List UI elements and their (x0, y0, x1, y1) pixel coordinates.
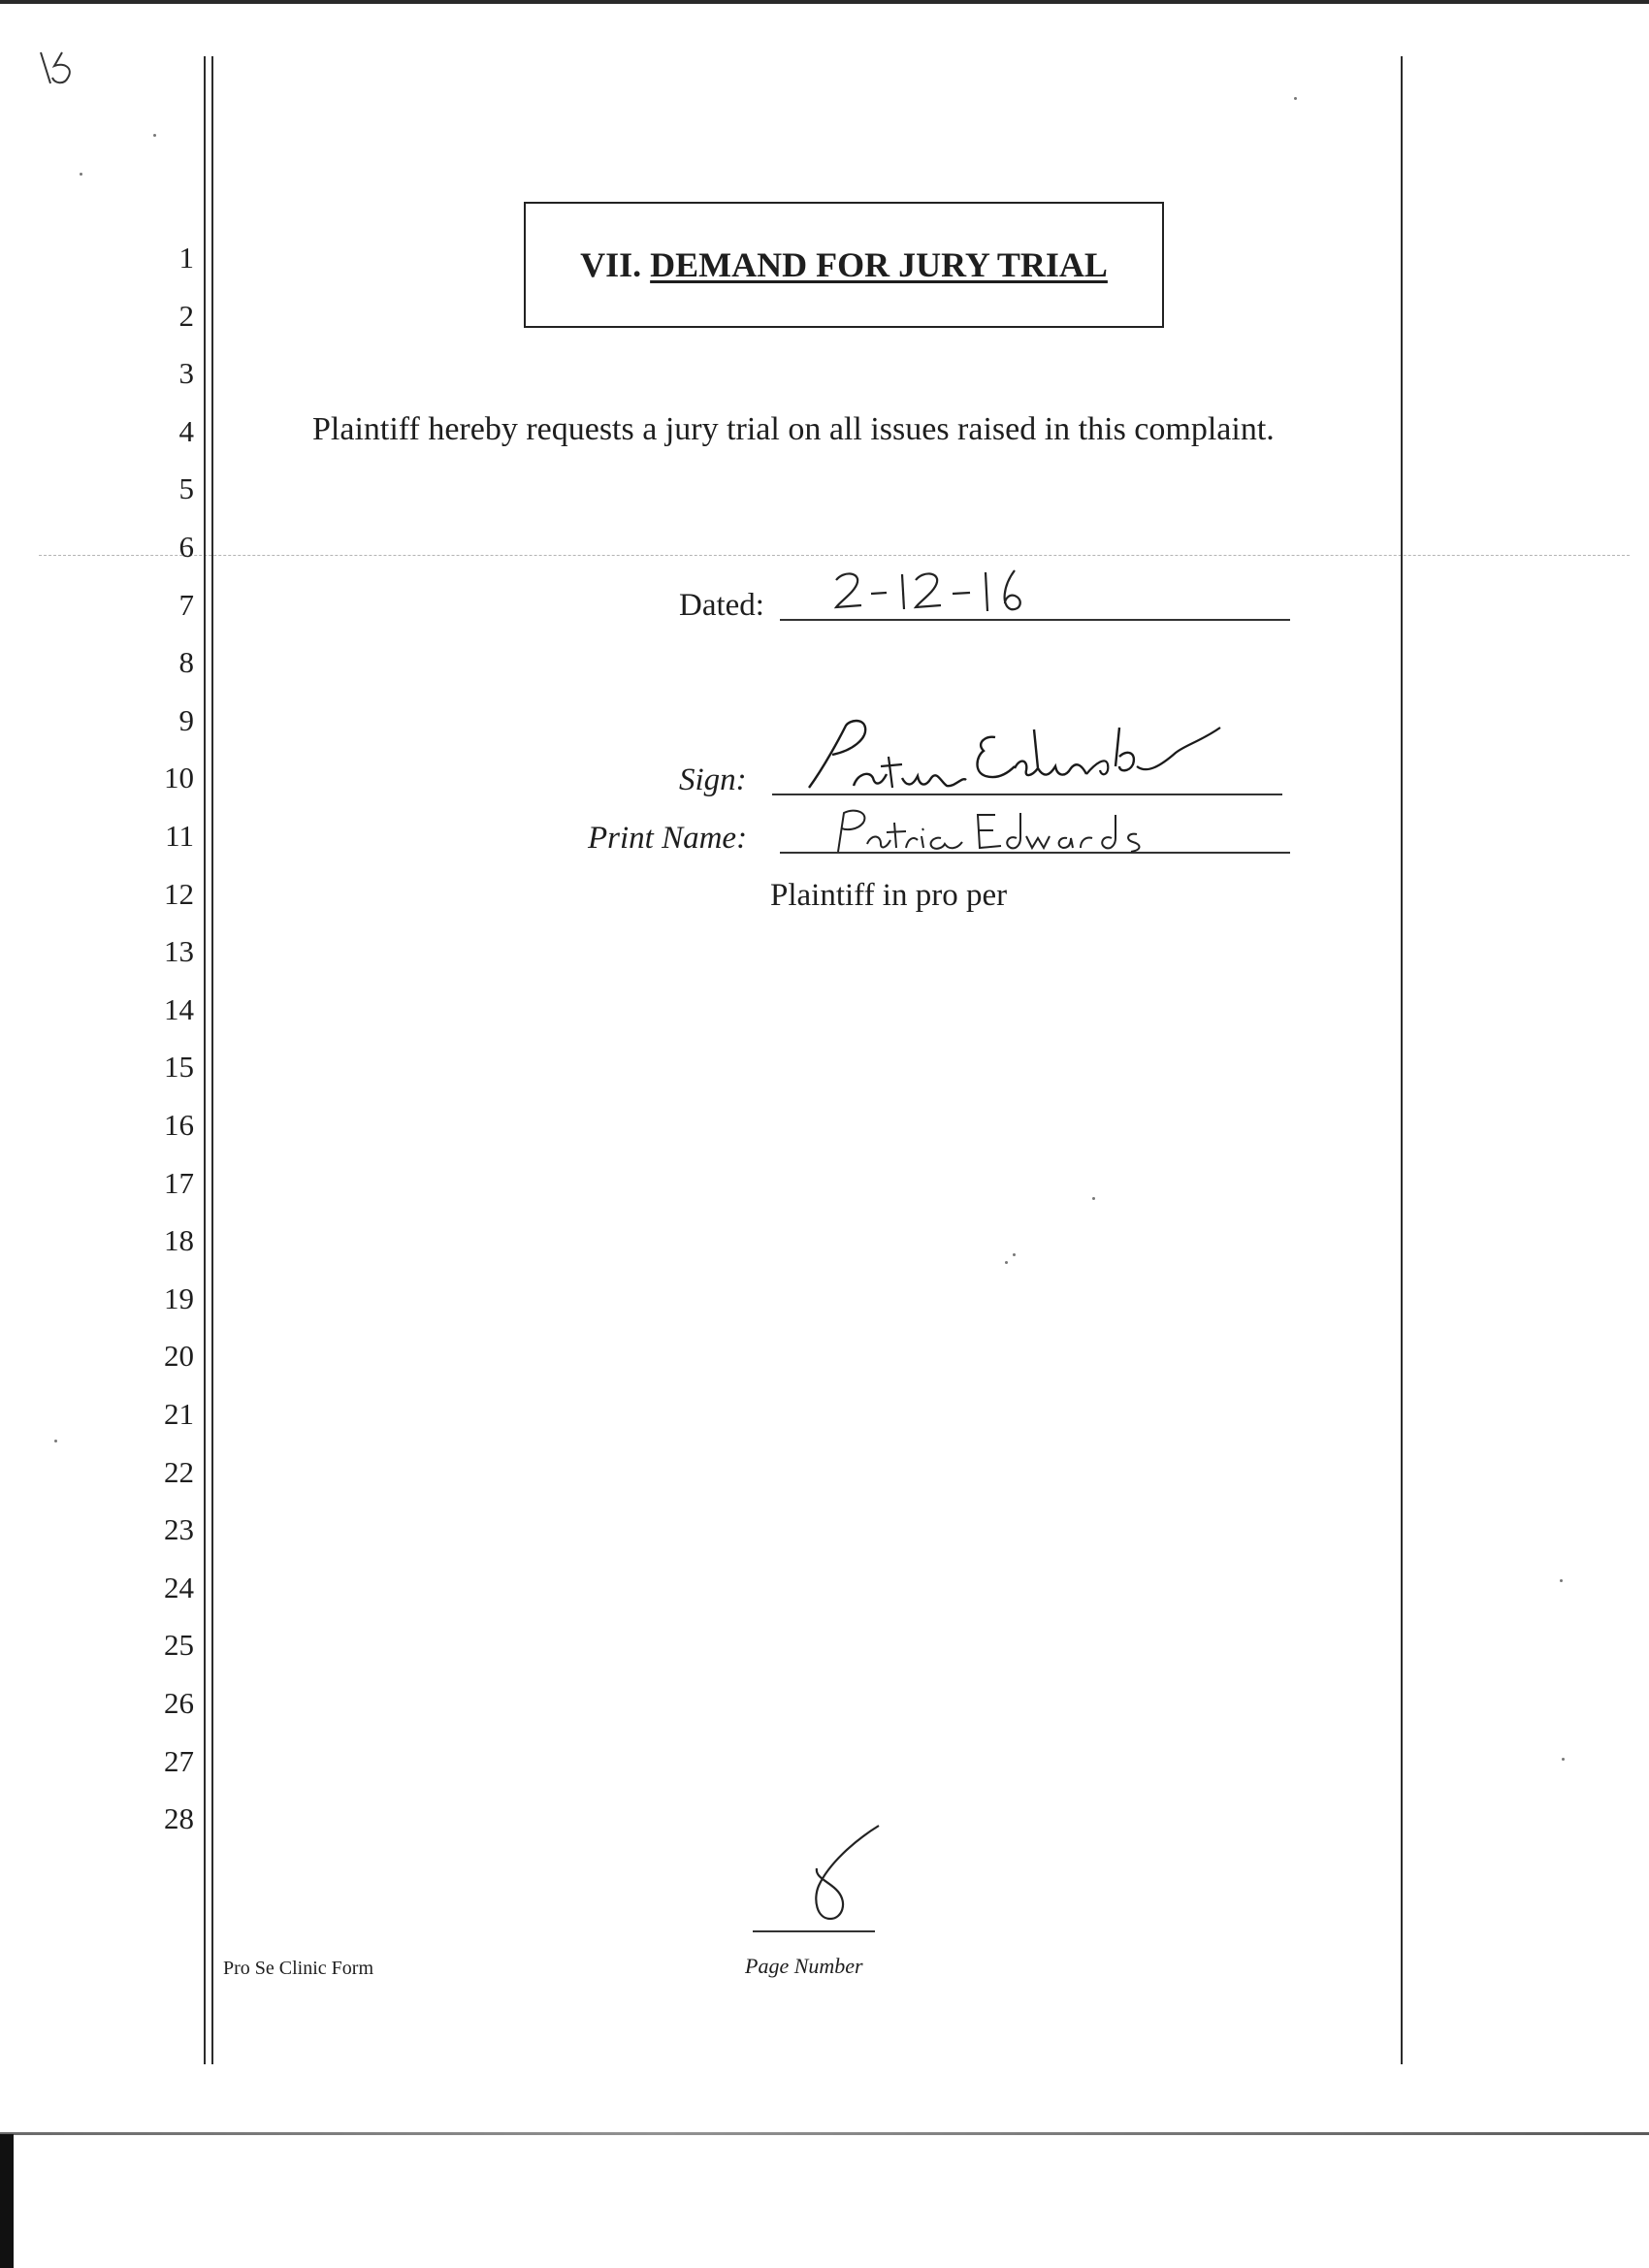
line-number: 17 (164, 1165, 194, 1200)
line-number: 22 (164, 1454, 194, 1489)
right-margin-rule (1401, 56, 1403, 2064)
line-number: 28 (164, 1801, 194, 1836)
line-number: 8 (178, 645, 194, 680)
line-number: 20 (164, 1339, 194, 1374)
section-heading (580, 244, 1108, 285)
line-number: 12 (164, 876, 194, 911)
line-number: 23 (164, 1512, 194, 1547)
print-name-label: Print Name: (588, 821, 748, 856)
line-number: 26 (164, 1686, 194, 1720)
line-number: 14 (164, 991, 194, 1026)
section-title: DEMAND FOR JURY TRIAL (650, 245, 1108, 284)
line-number: 1 (178, 241, 194, 275)
page-number-handwritten-value (795, 1822, 883, 1933)
scan-edge-top (0, 0, 1649, 4)
scan-speck (80, 173, 82, 176)
line-number: 4 (178, 413, 194, 448)
line-number: 16 (164, 1108, 194, 1142)
left-margin-rule-inner (211, 56, 213, 2064)
line-number: 5 (178, 471, 194, 506)
line-number: 18 (164, 1223, 194, 1258)
dated-label: Dated: (679, 588, 764, 623)
scan-speck (1092, 1197, 1095, 1200)
scan-speck (1013, 1253, 1016, 1256)
line-number: 27 (164, 1743, 194, 1778)
handwritten-margin-mark (33, 45, 91, 108)
line-number: 9 (178, 702, 194, 737)
page-number-label: Page Number (745, 1954, 863, 1978)
line-number: 21 (164, 1397, 194, 1431)
line-number: 13 (164, 934, 194, 969)
line-number: 25 (164, 1628, 194, 1663)
scan-speck (1005, 1261, 1008, 1264)
line-number: 24 (164, 1570, 194, 1604)
line-number: 2 (178, 298, 194, 333)
line-number: 10 (164, 761, 194, 795)
scan-speck (1560, 1579, 1563, 1582)
paper-fold-line (39, 555, 1630, 557)
page-number-line (753, 1930, 875, 1932)
scan-speck (1294, 97, 1297, 100)
line-number: 15 (164, 1050, 194, 1085)
dated-handwritten-value (830, 567, 1063, 630)
scan-speck (153, 134, 156, 137)
scan-speck (1562, 1758, 1565, 1761)
line-number: 11 (165, 819, 194, 853)
line-number: 7 (178, 587, 194, 622)
plaintiff-role: Plaintiff in pro per (770, 878, 1008, 913)
line-number: 3 (178, 356, 194, 391)
scan-corner-shadow (0, 2134, 14, 2268)
form-name: Pro Se Clinic Form (223, 1958, 374, 1979)
sign-label: Sign: (679, 762, 747, 797)
scan-edge-bottom (0, 2132, 1649, 2135)
left-margin-rule-outer (204, 56, 206, 2064)
line-number: 6 (178, 530, 194, 564)
line-number: 19 (164, 1280, 194, 1315)
signature-image (795, 718, 1242, 810)
print-name-handwritten-value (830, 805, 1180, 864)
scan-speck (54, 1440, 57, 1442)
jury-trial-request: Plaintiff hereby requests a jury trial on all issues raised in this complaint. (312, 411, 1275, 447)
section-number: VII. (580, 245, 642, 284)
section-heading-box (524, 202, 1164, 328)
